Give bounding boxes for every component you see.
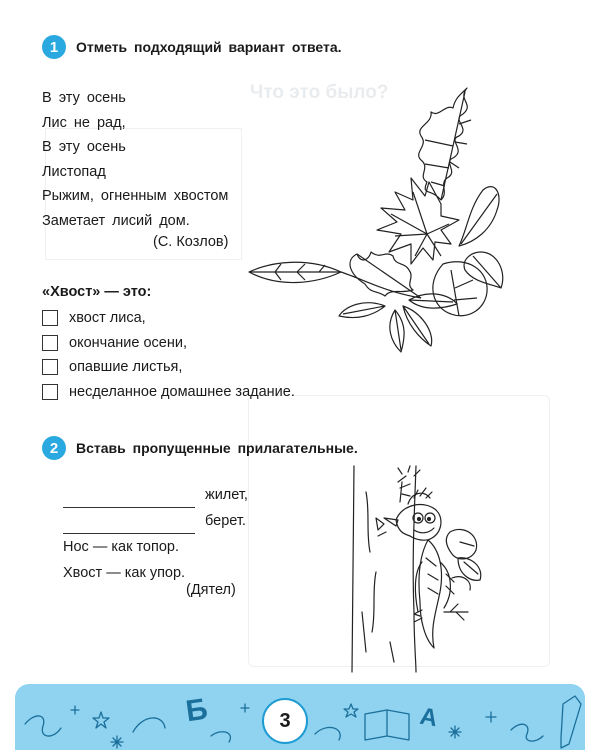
pencil-icon [561, 696, 581, 748]
answer-label: опавшие листья, [69, 359, 183, 376]
squiggle-icon [25, 716, 61, 736]
book-icon [365, 710, 409, 740]
footer-letter-b: Б [183, 692, 210, 729]
task-1-header [42, 35, 342, 59]
task-2-header [42, 436, 358, 460]
riddle-word: берет. [205, 513, 246, 529]
plus-icon [486, 712, 496, 722]
riddle-text: Нос — как топор. [63, 539, 179, 555]
poem-line: В эту осень [42, 90, 126, 106]
page-number: 3 [262, 698, 308, 744]
woodpecker [396, 505, 441, 541]
footer-letter-a: А [417, 702, 440, 733]
answer-option[interactable] [42, 331, 295, 356]
riddle-line [63, 482, 248, 508]
star-icon [344, 704, 358, 717]
snowflake-icon [111, 736, 123, 748]
swirl-icon [211, 732, 230, 742]
poem-line: Лис не рад, [42, 114, 126, 131]
riddle [63, 482, 248, 586]
woodpecker-illustration [340, 462, 490, 674]
answer-label: окончание осени, [69, 334, 187, 351]
oak-leaf-curled [350, 252, 413, 296]
swirl-icon [133, 718, 165, 732]
answer-checkbox[interactable] [42, 335, 58, 351]
task-number-badge: 2 [42, 436, 66, 460]
riddle-text: Хвост — как упор. [63, 565, 186, 581]
answer-checkbox[interactable] [42, 384, 58, 400]
poem [42, 86, 228, 234]
answer-checkbox[interactable] [42, 310, 58, 326]
tree-trunk [352, 466, 416, 672]
poem-line: Рыжим, огненным хвостом [42, 188, 229, 205]
poem-line: Листопад [42, 163, 106, 180]
riddle-line [63, 508, 248, 534]
blank-input-2[interactable] [63, 515, 195, 534]
blank-input-1[interactable] [63, 489, 195, 508]
elm-leaf [459, 187, 499, 246]
riddle-word: жилет, [205, 487, 248, 503]
branch-leaves [446, 529, 480, 580]
star-icon [93, 712, 109, 728]
task-1-title: Отметь подходящий вариант ответа. [76, 39, 342, 55]
answer-option[interactable] [42, 355, 295, 380]
riddle-line [63, 534, 248, 560]
show-through-heading: Что это было? [250, 82, 389, 103]
answer-label: несделанное домашнее задание. [69, 383, 295, 400]
poem-line: Заметает лисий дом. [42, 212, 190, 229]
swirl-icon [315, 727, 340, 740]
snowflake-icon [449, 726, 461, 738]
question-title: «Хвост» — это: [42, 284, 152, 300]
squiggle-icon [511, 724, 543, 741]
poem-line: В эту осень [42, 139, 126, 156]
chestnut-leaf [339, 294, 457, 352]
task-number-badge: 1 [42, 35, 66, 59]
answer-option[interactable] [42, 306, 295, 331]
riddle-answer: (Дятел) [186, 582, 236, 598]
poem-author: (С. Козлов) [153, 234, 229, 250]
answer-label: хвост лиса, [69, 310, 146, 327]
answer-option[interactable] [42, 380, 295, 405]
sparkle-icon [71, 704, 249, 714]
task-2-title: Вставь пропущенные прилагательные. [76, 440, 358, 456]
answer-checkbox[interactable] [42, 359, 58, 375]
answer-options [42, 306, 295, 404]
